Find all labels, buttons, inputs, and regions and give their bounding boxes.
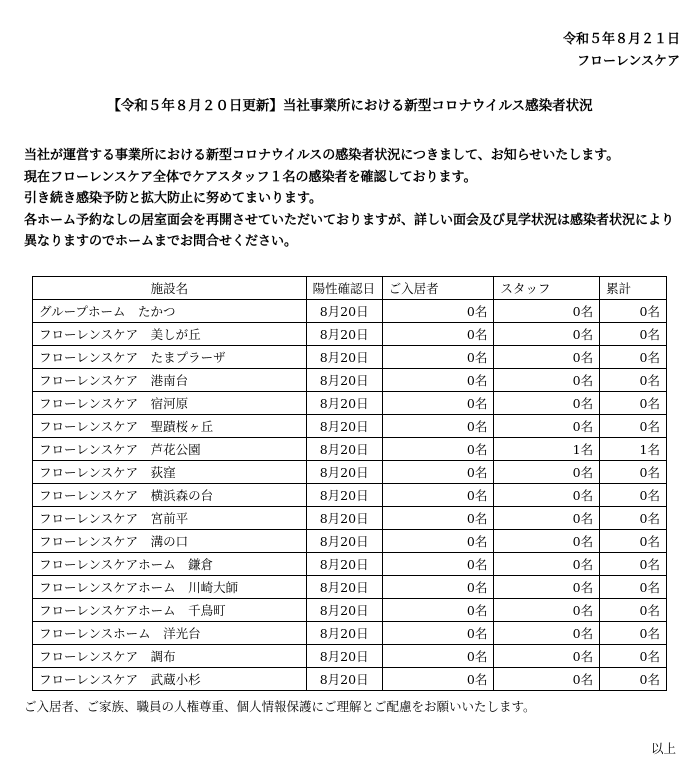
table-row xyxy=(33,461,667,484)
cell-staff: 0名 xyxy=(494,415,600,438)
table-row xyxy=(33,645,667,668)
cell-residents: 0名 xyxy=(382,323,494,346)
cell-confirmed-date: 8月20日 xyxy=(306,484,382,507)
cell-residents: 0名 xyxy=(382,300,494,323)
cell-staff: 0名 xyxy=(494,346,600,369)
header-facility: 施設名 xyxy=(33,277,307,300)
cell-total: 0名 xyxy=(600,645,667,668)
notice-line-4: 各ホーム予約なしの居室面会を再開させていただいておりますが、詳しい面会及び見学状況は感染者状況により異なりますのでホームまでお問合せください。 xyxy=(24,212,675,249)
cell-confirmed-date: 8月20日 xyxy=(306,438,382,461)
table-row xyxy=(33,415,667,438)
cell-facility: フローレンスホーム 洋光台 xyxy=(33,622,307,645)
cell-residents: 0名 xyxy=(382,668,494,691)
cell-confirmed-date: 8月20日 xyxy=(306,645,382,668)
cell-total: 0名 xyxy=(600,484,667,507)
cell-facility: グループホーム たかつ xyxy=(33,300,307,323)
cell-facility: フローレンスケアホーム 川崎大師 xyxy=(33,576,307,599)
cell-facility: フローレンスケア たまプラーザ xyxy=(33,346,307,369)
cell-confirmed-date: 8月20日 xyxy=(306,599,382,622)
cell-staff: 0名 xyxy=(494,300,600,323)
table-row xyxy=(33,346,667,369)
cell-facility: フローレンスケア 美しが丘 xyxy=(33,323,307,346)
cell-facility: フローレンスケア 聖蹟桜ヶ丘 xyxy=(33,415,307,438)
cell-residents: 0名 xyxy=(382,645,494,668)
cell-facility: フローレンスケアホーム 千鳥町 xyxy=(33,599,307,622)
cell-residents: 0名 xyxy=(382,622,494,645)
cell-facility: フローレンスケアホーム 鎌倉 xyxy=(33,553,307,576)
company-name: フローレンスケア xyxy=(576,54,680,69)
table-row xyxy=(33,553,667,576)
table-row xyxy=(33,323,667,346)
cell-confirmed-date: 8月20日 xyxy=(306,576,382,599)
notice-line-2: 現在フローレンスケア全体でケアスタッフ１名の感染者を確認しております。 xyxy=(24,169,477,185)
cell-total: 0名 xyxy=(600,530,667,553)
table-header-row xyxy=(33,277,667,300)
table-row xyxy=(33,392,667,415)
table-row xyxy=(33,576,667,599)
cell-confirmed-date: 8月20日 xyxy=(306,530,382,553)
cell-total: 0名 xyxy=(600,300,667,323)
cell-confirmed-date: 8月20日 xyxy=(306,461,382,484)
cell-total: 0名 xyxy=(600,576,667,599)
table-row xyxy=(33,507,667,530)
cell-facility: フローレンスケア 武蔵小杉 xyxy=(33,668,307,691)
cell-total: 0名 xyxy=(600,599,667,622)
cell-confirmed-date: 8月20日 xyxy=(306,346,382,369)
table-row xyxy=(33,438,667,461)
cell-staff: 0名 xyxy=(494,461,600,484)
header-residents: ご入居者 xyxy=(382,277,494,300)
cell-residents: 0名 xyxy=(382,346,494,369)
cell-facility: フローレンスケア 荻窪 xyxy=(33,461,307,484)
cell-residents: 0名 xyxy=(382,461,494,484)
table-row xyxy=(33,369,667,392)
document-date: 令和５年８月２１日 xyxy=(562,32,680,47)
cell-confirmed-date: 8月20日 xyxy=(306,668,382,691)
cell-staff: 0名 xyxy=(494,553,600,576)
cell-confirmed-date: 8月20日 xyxy=(306,323,382,346)
table-row xyxy=(33,599,667,622)
header-total: 累計 xyxy=(600,277,667,300)
document-title: 【令和５年８月２０日更新】当社事業所における新型コロナウイルス感染者状況 xyxy=(107,98,593,114)
cell-staff: 0名 xyxy=(494,622,600,645)
cell-confirmed-date: 8月20日 xyxy=(306,553,382,576)
cell-total: 0名 xyxy=(600,461,667,484)
table-row xyxy=(33,300,667,323)
cell-total: 0名 xyxy=(600,668,667,691)
cell-total: 0名 xyxy=(600,553,667,576)
cell-residents: 0名 xyxy=(382,599,494,622)
cell-staff: 0名 xyxy=(494,530,600,553)
cell-total: 0名 xyxy=(600,346,667,369)
cell-staff: 0名 xyxy=(494,599,600,622)
cell-total: 0名 xyxy=(600,507,667,530)
table-row xyxy=(33,530,667,553)
cell-residents: 0名 xyxy=(382,553,494,576)
cell-staff: 0名 xyxy=(494,392,600,415)
table-body xyxy=(33,300,667,691)
cell-confirmed-date: 8月20日 xyxy=(306,392,382,415)
cell-facility: フローレンスケア 芦花公園 xyxy=(33,438,307,461)
cell-staff: 0名 xyxy=(494,323,600,346)
cell-residents: 0名 xyxy=(382,576,494,599)
cell-residents: 0名 xyxy=(382,369,494,392)
cell-facility: フローレンスケア 溝の口 xyxy=(33,530,307,553)
cell-residents: 0名 xyxy=(382,392,494,415)
cell-staff: 0名 xyxy=(494,645,600,668)
cell-facility: フローレンスケア 港南台 xyxy=(33,369,307,392)
cell-total: 0名 xyxy=(600,323,667,346)
table-row xyxy=(33,484,667,507)
notice-line-3: 引き続き感染予防と拡大防止に努めてまいります。 xyxy=(24,191,322,206)
cell-residents: 0名 xyxy=(382,484,494,507)
cell-confirmed-date: 8月20日 xyxy=(306,507,382,530)
cell-confirmed-date: 8月20日 xyxy=(306,369,382,392)
cell-confirmed-date: 8月20日 xyxy=(306,415,382,438)
cell-residents: 0名 xyxy=(382,507,494,530)
header-confirmed-date: 陽性確認日 xyxy=(306,277,382,300)
cell-staff: 0名 xyxy=(494,668,600,691)
cell-staff: 0名 xyxy=(494,484,600,507)
cell-residents: 0名 xyxy=(382,415,494,438)
header-staff: スタッフ xyxy=(494,277,600,300)
table-row xyxy=(33,668,667,691)
cell-facility: フローレンスケア 宿河原 xyxy=(33,392,307,415)
cell-staff: 0名 xyxy=(494,369,600,392)
notice-line-1: 当社が運営する事業所における新型コロナウイルスの感染者状況につきまして、お知らせいたします。 xyxy=(24,148,620,163)
cell-staff: 0名 xyxy=(494,576,600,599)
cell-facility: フローレンスケア 宮前平 xyxy=(33,507,307,530)
cell-total: 0名 xyxy=(600,369,667,392)
cell-staff: 0名 xyxy=(494,507,600,530)
cell-total: 1名 xyxy=(600,438,667,461)
cell-total: 0名 xyxy=(600,392,667,415)
cell-confirmed-date: 8月20日 xyxy=(306,622,382,645)
cell-residents: 0名 xyxy=(382,438,494,461)
footer-note: ご入居者、ご家族、職員の人権尊重、個人情報保護にご理解とご配慮をお願いいたします。 xyxy=(24,699,536,714)
cell-staff: 1名 xyxy=(494,438,600,461)
cell-residents: 0名 xyxy=(382,530,494,553)
closing-mark: 以上 xyxy=(650,741,676,756)
notice-body xyxy=(24,145,684,253)
cell-total: 0名 xyxy=(600,415,667,438)
table-row xyxy=(33,622,667,645)
cell-facility: フローレンスケア 調布 xyxy=(33,645,307,668)
cell-confirmed-date: 8月20日 xyxy=(306,300,382,323)
cell-total: 0名 xyxy=(600,622,667,645)
infection-status-table xyxy=(32,276,667,691)
cell-facility: フローレンスケア 横浜森の台 xyxy=(33,484,307,507)
